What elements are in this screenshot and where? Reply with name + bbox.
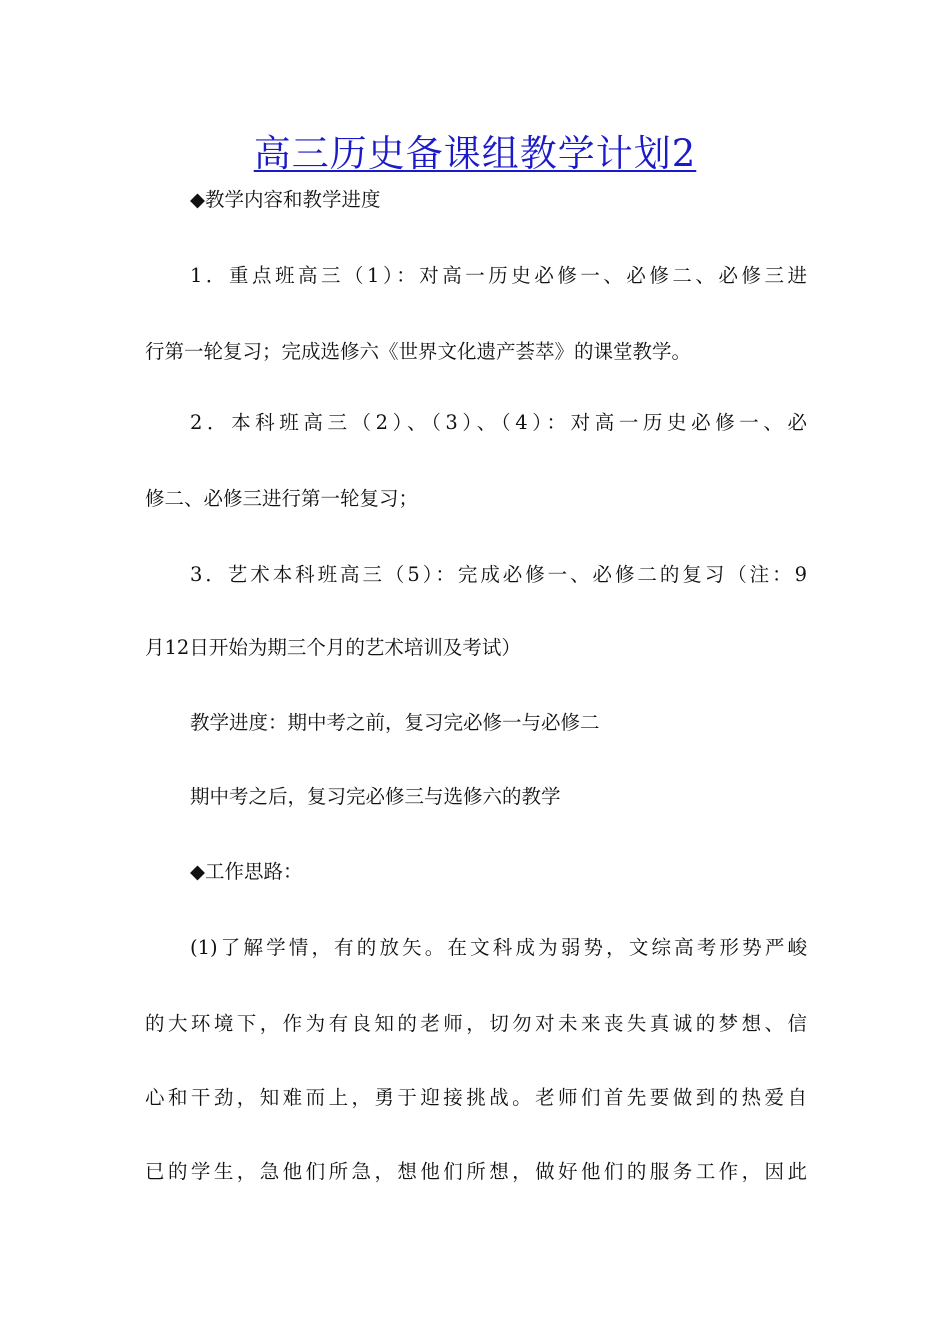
paragraph-line: 2．本科班高三（2）、（3）、（4）：对高一历史必修一、必 xyxy=(190,411,807,434)
paragraph-line: 1．重点班高三（1）：对高一历史必修一、必修二、必修三进 xyxy=(190,264,807,287)
document-title xyxy=(0,128,950,180)
paragraph-line: 月12日开始为期三个月的艺术培训及考试） xyxy=(145,636,521,659)
paragraph-line: 教学进度：期中考之前，复习完必修一与必修二 xyxy=(190,711,600,734)
paragraph-line: 期中考之后，复习完必修三与选修六的教学 xyxy=(190,785,561,808)
section-heading-content-progress: ◆教学内容和教学进度 xyxy=(190,188,381,211)
paragraph-line: 心和干劲，知难而上，勇于迎接挑战。老师们首先要做到的热爱自 xyxy=(145,1086,807,1109)
title-link[interactable]: 高三历史备课组教学计划2 xyxy=(253,132,697,175)
paragraph-line: 已的学生，急他们所急，想他们所想，做好他们的服务工作，因此 xyxy=(145,1160,807,1183)
paragraph-line: (1)了解学情，有的放矢。在文科成为弱势，文综高考形势严峻 xyxy=(190,936,807,959)
paragraph-line: 修二、必修三进行第一轮复习； xyxy=(145,487,419,510)
section-heading-work-approach: ◆工作思路： xyxy=(190,860,303,883)
paragraph-line: 3．艺术本科班高三（5）：完成必修一、必修二的复习（注：9 xyxy=(190,563,807,586)
paragraph-line: 的大环境下，作为有良知的老师，切勿对未来丧失真诚的梦想、信 xyxy=(145,1012,807,1035)
paragraph-line: 行第一轮复习；完成选修六《世界文化遗产荟萃》的课堂教学。 xyxy=(145,340,692,363)
